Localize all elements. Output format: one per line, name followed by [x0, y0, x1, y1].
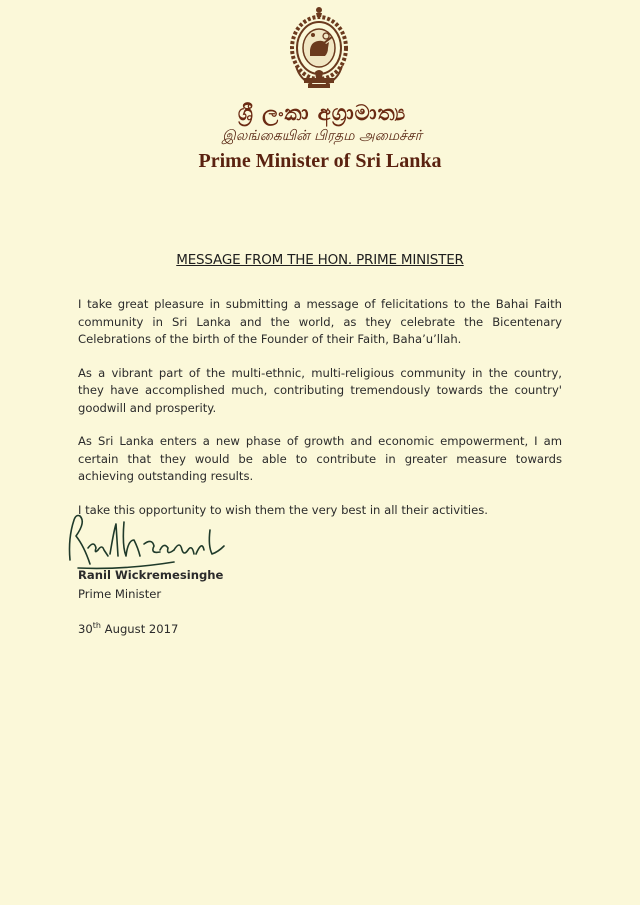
office-title-sinhala: ශ්‍රී ලංකා අග්‍රාමාත්‍ය [237, 100, 407, 125]
signer-name: Ranil Wickremesinghe [78, 568, 224, 582]
office-title-english: Prime Minister of Sri Lanka [198, 150, 442, 172]
date-day: 30 [78, 622, 93, 636]
message-paragraph: I take this opportunity to wish them the very best in all their activities. [78, 502, 488, 517]
office-title-tamil: இலங்கையின் பிரதம அமைச்சர் [222, 128, 422, 144]
message-paragraph: I take great pleasure in submitting a message of felicitations to the Bahai Faith community in Sri Lanka and the world, as they celebrate the Bicentenary Celebrations of the birth of the Founder of their Faith, Baha’u’llah. [78, 297, 562, 346]
date-suffix: th [92, 621, 101, 630]
signer-title: Prime Minister [78, 587, 162, 601]
letter-date [78, 622, 178, 636]
message-heading: MESSAGE FROM THE HON. PRIME MINISTER [176, 252, 464, 268]
message-paragraph: As Sri Lanka enters a new phase of growth and economic empowerment, I am certain that they would be able to contribute in greater measure towards achieving outstanding results. [78, 434, 562, 483]
message-paragraph: As a vibrant part of the multi-ethnic, multi-religious community in the country, they have accomplished much, contributing tremendously towards the country' goodwill and prosperity. [78, 365, 562, 415]
date-month-year: August 2017 [100, 622, 179, 636]
message-body [78, 296, 562, 535]
national-emblem-icon [288, 6, 350, 94]
